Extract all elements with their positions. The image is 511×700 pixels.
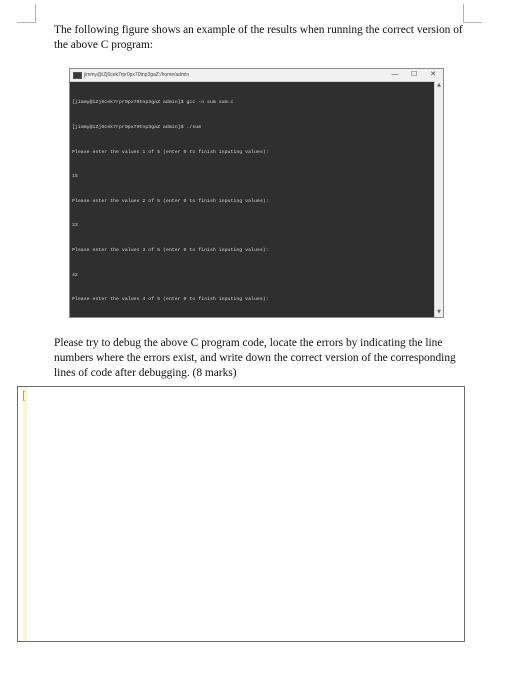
terminal-line: Please enter the values 2 of 5 (enter 0 to finish inputing values):: [72, 198, 269, 204]
terminal-scrollbar[interactable]: [434, 81, 443, 317]
maximize-button[interactable]: ☐: [410, 71, 418, 78]
scroll-up-arrow-icon[interactable]: ▲: [437, 82, 441, 88]
terminal-title: jimmy@iZj6cek7rpr0px70tnp3gaZ:/home/admin: [84, 72, 190, 78]
terminal-line: 15: [72, 174, 78, 180]
terminal-line: [jimmy@iZj6cek7rpr0px70tnp3gaZ admin]$ ./sum: [72, 125, 202, 130]
terminal-window: [69, 68, 444, 318]
terminal-app-icon: [73, 72, 82, 79]
answer-box[interactable]: [17, 386, 465, 642]
terminal-line: 42: [72, 272, 78, 278]
terminal-line: Please enter the values 3 of 5 (enter 0 to finish inputing values):: [72, 247, 269, 253]
terminal-line: Please enter the values 1 of 5 (enter 0 to finish inputing values):: [72, 149, 269, 155]
close-button[interactable]: ✕: [430, 71, 436, 78]
terminal-line: [jimmy@iZj6cek7rpr0px70tnp3gaZ admin]$ gcc -o sum sum.c: [72, 100, 234, 106]
intro-paragraph: The following figure shows an example of the results when running the correct version of the above C program:: [54, 24, 463, 51]
scroll-down-arrow-icon[interactable]: ▼: [437, 309, 441, 315]
terminal-output[interactable]: [70, 81, 435, 317]
minimize-button[interactable]: —: [391, 71, 399, 78]
page-corner-mark-top-right: [463, 4, 482, 23]
page-corner-mark-top-left: [17, 4, 36, 23]
terminal-line: Please enter the values 4 of 5 (enter 0 to finish inputing values):: [72, 297, 269, 303]
terminal-line: 23: [72, 223, 78, 229]
question-paragraph: Please try to debug the above C program code, locate the errors by indicating the line numbers where the errors exist, and write down the correct version of the corresponding lines of code after debugging. (8 marks): [54, 337, 456, 379]
answer-start-marker: [: [22, 388, 26, 402]
answer-box-margin-highlight: [23, 387, 27, 641]
